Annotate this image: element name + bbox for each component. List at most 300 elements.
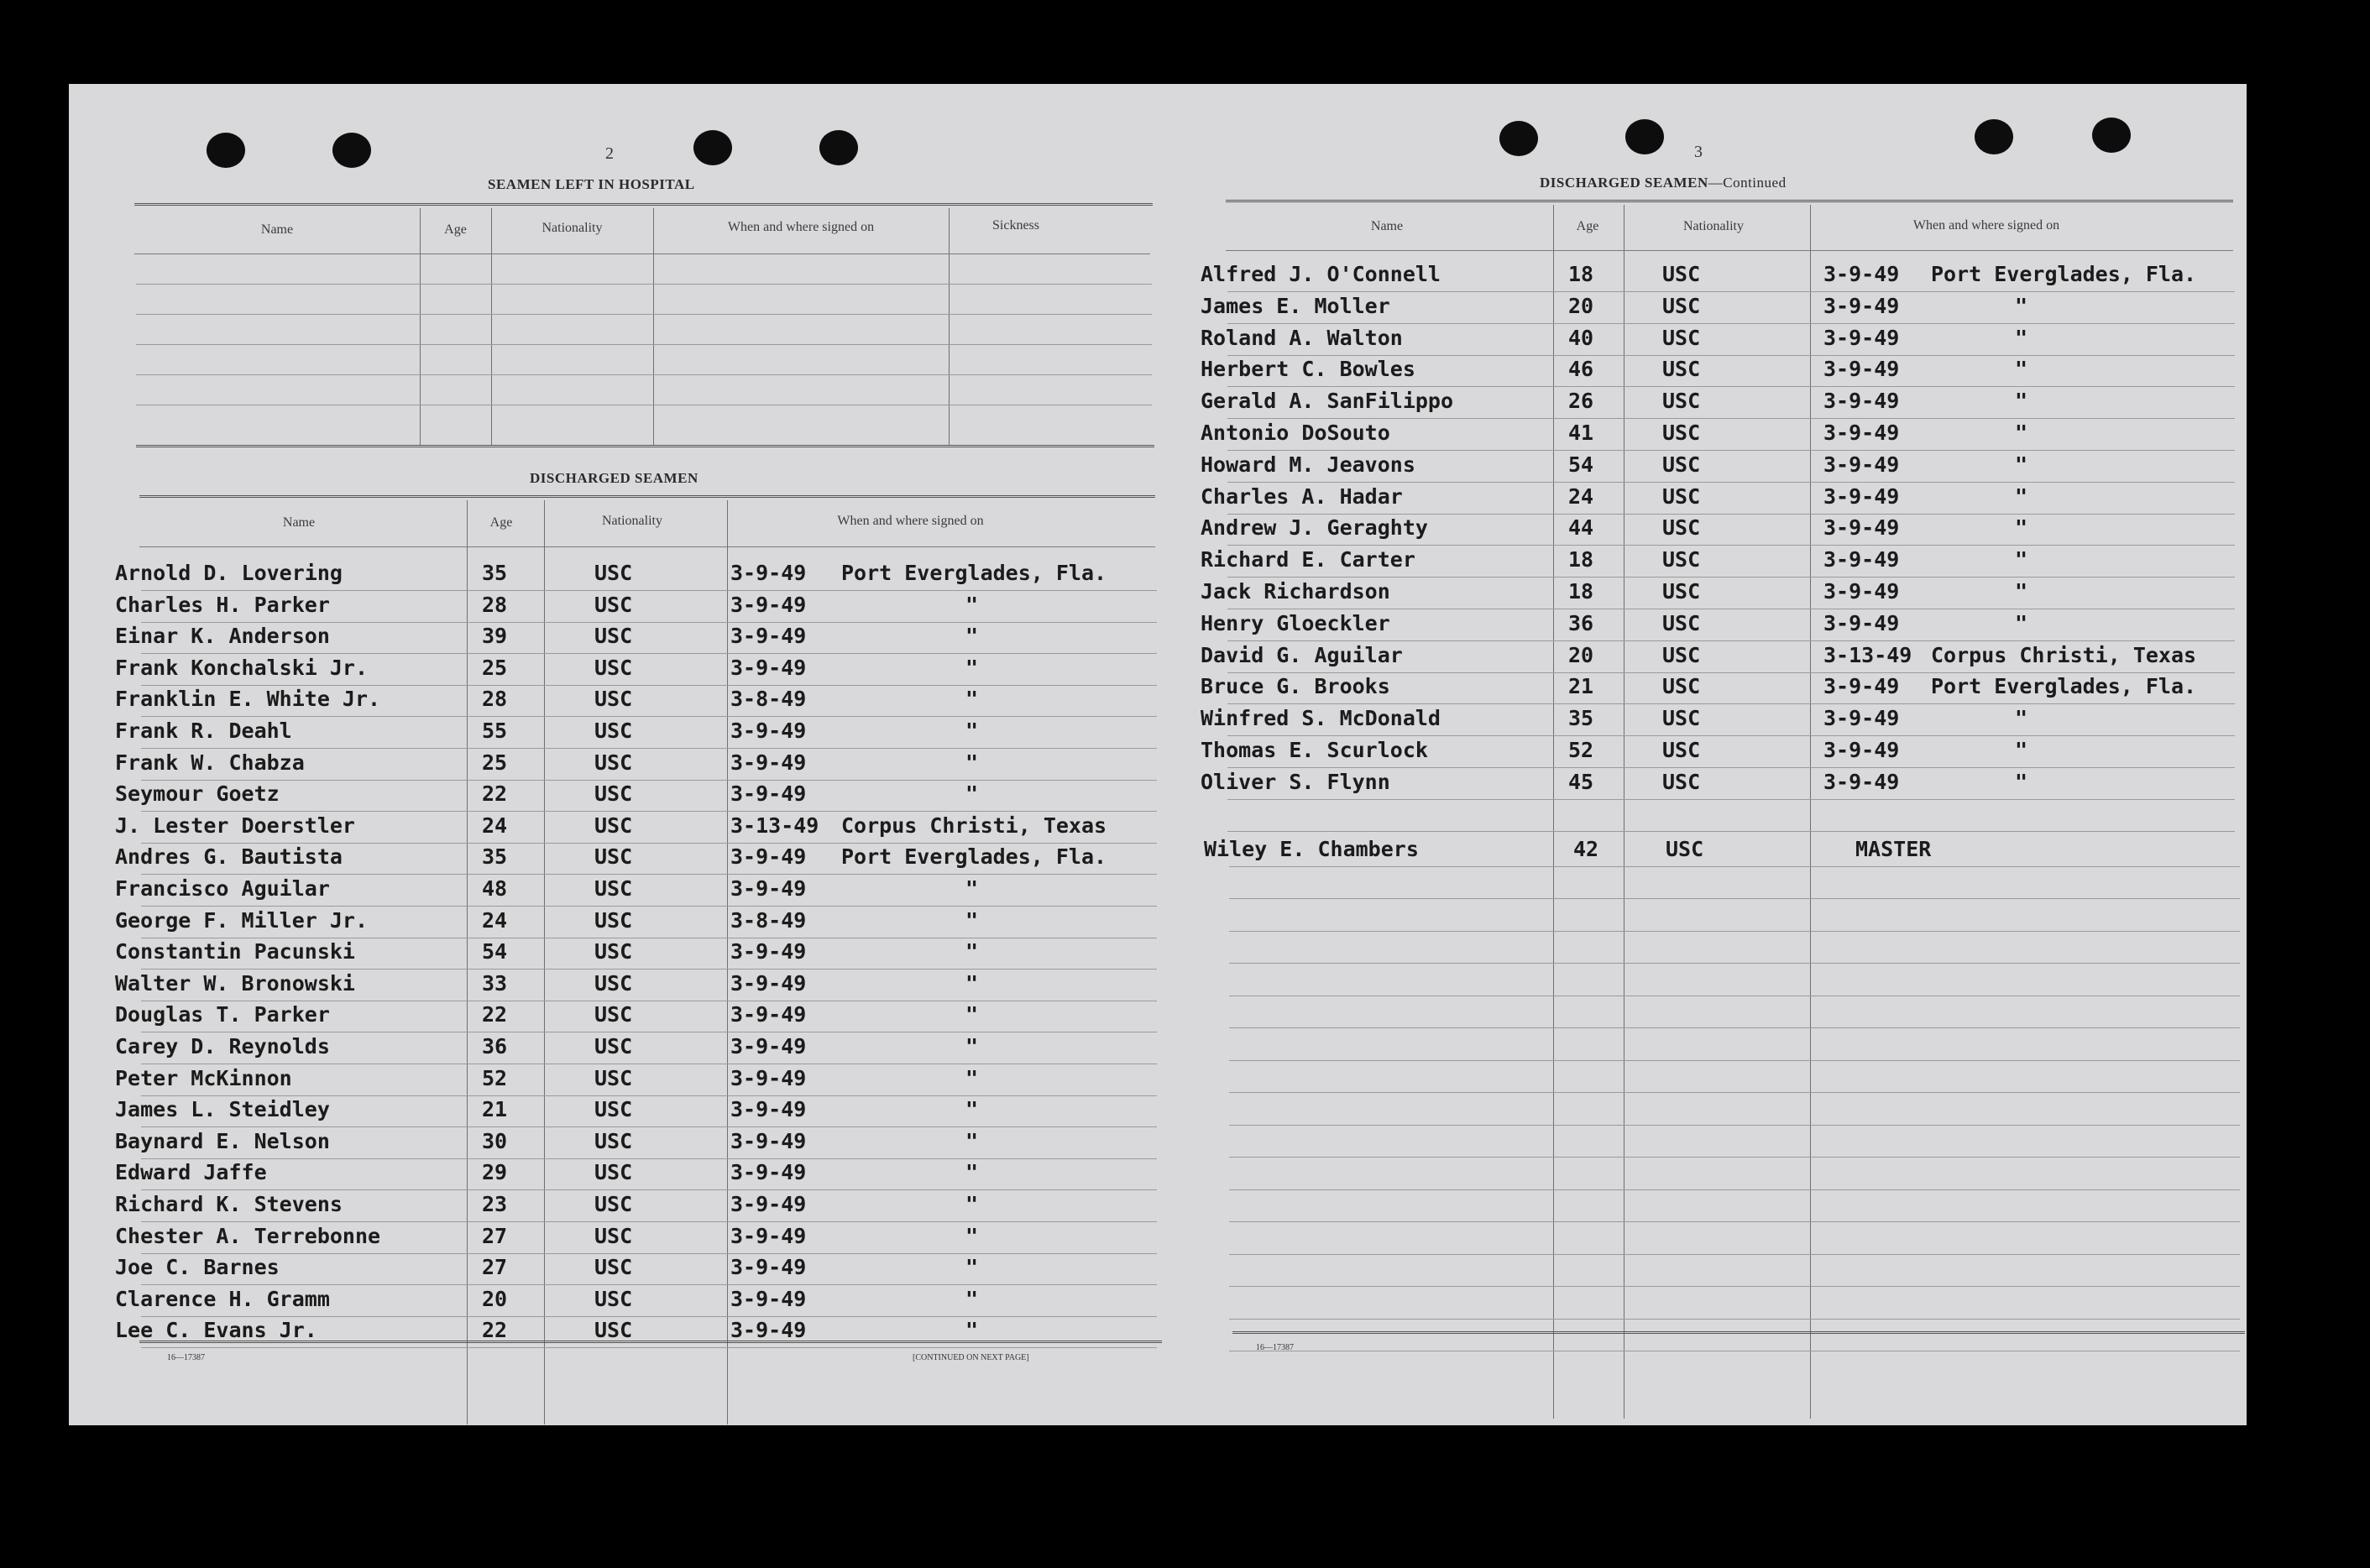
seaman-nationality: USC: [594, 781, 633, 807]
ditto-mark: ": [965, 624, 979, 649]
signed-on-date: 3-9-49: [730, 561, 807, 585]
row-rule: [141, 748, 1157, 749]
row-rule: [1227, 386, 2235, 387]
signed-on-date: 3-9-49: [730, 939, 807, 964]
punch-hole: [1499, 121, 1538, 156]
seaman-name: Carey D. Reynolds: [115, 1034, 330, 1058]
row-rule: [141, 716, 1157, 717]
seaman-nationality: USC: [1662, 325, 1701, 350]
seaman-nationality: USC: [1662, 642, 1701, 667]
right-page-number: 3: [1694, 143, 1703, 161]
seaman-age: 55: [482, 719, 508, 743]
discharged-continued-title-main: DISCHARGED SEAMEN: [1540, 175, 1708, 191]
seaman-name: Oliver S. Flynn: [1201, 769, 1390, 794]
ditto-mark: ": [965, 1128, 979, 1153]
signed-on-date: 3-9-49: [1823, 389, 1900, 414]
seaman-nationality: USC: [1662, 293, 1701, 318]
signed-on-place: Port Everglades, Fla.: [1931, 262, 2197, 286]
row-rule: [1227, 291, 2235, 292]
right-header-name: Name: [1370, 219, 1404, 233]
signed-on-date: 3-9-49: [730, 592, 807, 617]
seaman-age: 35: [482, 844, 508, 870]
seaman-nationality: USC: [594, 719, 633, 743]
seaman-age: 27: [482, 1223, 508, 1248]
row-rule: [1229, 1125, 2240, 1126]
row-rule: [1227, 482, 2235, 483]
seaman-nationality: USC: [594, 1128, 633, 1153]
ditto-mark: ": [965, 1097, 979, 1122]
seaman-nationality: USC: [594, 1318, 633, 1343]
ditto-mark: ": [2015, 357, 2028, 382]
seaman-nationality: USC: [594, 844, 633, 870]
ditto-mark: ": [965, 719, 979, 743]
ditto-mark: ": [965, 781, 979, 807]
punch-hole: [332, 133, 371, 168]
ditto-mark: ": [965, 750, 979, 775]
row-rule: [141, 906, 1157, 907]
seaman-age: 18: [1568, 547, 1594, 572]
seaman-age: 28: [482, 592, 508, 617]
signed-on-date: 3-9-49: [1823, 421, 1900, 445]
seaman-name: Walter W. Bronowski: [115, 970, 355, 996]
ditto-mark: ": [965, 1255, 979, 1280]
hospital-col-divider: [491, 208, 492, 445]
seaman-age: 22: [482, 1002, 508, 1027]
ditto-mark: ": [2015, 738, 2028, 762]
row-rule: [1229, 931, 2240, 932]
seaman-name: Frank R. Deahl: [115, 719, 292, 743]
hospital-table-bottom: [136, 445, 1154, 447]
seaman-nationality: USC: [594, 876, 633, 901]
row-rule: [1229, 1189, 2240, 1190]
signed-on-date: 3-9-49: [1823, 769, 1900, 794]
seaman-name: Antonio DoSouto: [1201, 421, 1390, 445]
seaman-name: Douglas T. Parker: [115, 1002, 330, 1027]
right-header-nationality: Nationality: [1683, 219, 1744, 233]
seaman-nationality: USC: [594, 1097, 633, 1122]
ditto-mark: ": [2015, 769, 2028, 794]
signed-on-date: 3-9-49: [1823, 262, 1900, 286]
discharged-table-bottom: [139, 1341, 1162, 1343]
seaman-age: 36: [482, 1034, 508, 1058]
hospital-header-sickness: Sickness: [992, 218, 1039, 233]
seaman-name: Joe C. Barnes: [115, 1255, 280, 1280]
continued-note: [CONTINUED ON NEXT PAGE]: [913, 1353, 1029, 1362]
seaman-age: 35: [482, 561, 508, 585]
seaman-name: Thomas E. Scurlock: [1201, 738, 1428, 762]
seaman-age: 41: [1568, 421, 1594, 445]
seaman-name: Winfred S. McDonald: [1201, 706, 1441, 731]
ditto-mark: ": [965, 1002, 979, 1027]
row-rule: [1229, 1254, 2240, 1255]
seaman-nationality: USC: [1662, 610, 1701, 635]
seaman-age: 52: [1568, 738, 1594, 762]
discharged-header-name: Name: [282, 515, 316, 530]
row-rule: [141, 685, 1157, 686]
row-rule: [1229, 963, 2240, 964]
discharged-col-divider: [544, 500, 545, 1424]
seaman-name: Edward Jaffe: [115, 1160, 267, 1185]
row-rule: [1227, 735, 2235, 736]
row-rule: [1227, 831, 2235, 832]
seaman-nationality: USC: [594, 1002, 633, 1027]
hospital-row-rule: [136, 314, 1152, 315]
seaman-age: 35: [1568, 706, 1594, 731]
discharged-col-divider: [467, 500, 468, 1424]
signed-on-date: 3-9-49: [1823, 547, 1900, 572]
seaman-age: 21: [482, 1097, 508, 1122]
signed-on-date: 3-9-49: [730, 655, 807, 680]
seaman-name: Richard E. Carter: [1201, 547, 1415, 572]
seaman-name: Francisco Aguilar: [115, 876, 330, 901]
seaman-nationality: USC: [594, 561, 633, 585]
signed-on-date: 3-9-49: [730, 1223, 807, 1248]
seaman-name: Baynard E. Nelson: [115, 1128, 330, 1153]
seaman-name: Seymour Goetz: [115, 781, 280, 807]
seaman-nationality: USC: [1662, 389, 1701, 414]
seaman-name: Charles H. Parker: [115, 592, 330, 617]
signed-on-date: 3-9-49: [1823, 674, 1900, 699]
manifest-sheet: [69, 84, 2247, 1425]
seaman-nationality: USC: [1662, 421, 1701, 445]
seaman-name: Howard M. Jeavons: [1201, 452, 1415, 477]
row-rule: [1227, 450, 2235, 451]
row-rule: [1229, 1027, 2240, 1028]
row-rule: [1227, 418, 2235, 419]
seaman-nationality: USC: [594, 687, 633, 712]
seaman-age: 54: [1568, 452, 1594, 477]
seaman-age: 52: [482, 1065, 508, 1090]
seaman-nationality: USC: [594, 655, 633, 680]
ditto-mark: ": [2015, 706, 2028, 731]
signed-on-place: Corpus Christi, Texas: [841, 813, 1107, 838]
seaman-nationality: USC: [1662, 452, 1701, 477]
row-rule: [1227, 767, 2235, 768]
seaman-nationality: USC: [1662, 357, 1701, 382]
ditto-mark: ": [2015, 579, 2028, 604]
row-rule: [141, 1221, 1157, 1222]
ditto-mark: ": [2015, 610, 2028, 635]
row-rule: [141, 1095, 1157, 1096]
signed-on-date: 3-9-49: [730, 624, 807, 649]
hospital-row-rule: [136, 344, 1152, 345]
ditto-mark: ": [2015, 483, 2028, 509]
row-rule: [141, 590, 1157, 591]
seaman-nationality: USC: [594, 592, 633, 617]
signed-on-date: 3-9-49: [730, 1002, 807, 1027]
right-header-age: Age: [1576, 219, 1599, 233]
ditto-mark: ": [965, 1065, 979, 1090]
hospital-header-nationality: Nationality: [541, 221, 603, 235]
row-rule: [1227, 640, 2235, 641]
seaman-age: 25: [482, 750, 508, 775]
hospital-row-rule: [136, 374, 1152, 375]
seaman-name: Charles A. Hadar: [1201, 483, 1403, 509]
seaman-age: 23: [482, 1192, 508, 1216]
seaman-nationality: USC: [1662, 515, 1701, 541]
row-rule: [141, 969, 1157, 970]
form-number: 16—17387: [1256, 1343, 1294, 1352]
ditto-mark: ": [2015, 389, 2028, 414]
seaman-age: 46: [1568, 357, 1594, 382]
row-rule: [1229, 866, 2240, 867]
seaman-nationality: USC: [594, 970, 633, 996]
right-header-rule: [1226, 250, 2233, 251]
signed-on-date: 3-9-49: [1823, 293, 1900, 318]
seaman-age: 29: [482, 1160, 508, 1185]
right-header-signed-on: When and where signed on: [1912, 218, 2060, 233]
signed-on-date: 3-13-49: [730, 813, 819, 838]
seaman-name: Roland A. Walton: [1201, 325, 1403, 350]
row-rule: [1227, 323, 2235, 324]
seaman-nationality: USC: [594, 1160, 633, 1185]
discharged-col-divider: [727, 500, 728, 1424]
seaman-name: Franklin E. White Jr.: [115, 687, 381, 712]
seaman-age: 30: [482, 1128, 508, 1153]
signed-on-date: 3-9-49: [1823, 515, 1900, 541]
signed-on-date: 3-9-49: [1823, 325, 1900, 350]
seaman-name: Peter McKinnon: [115, 1065, 292, 1090]
form-number: 16—17387: [167, 1353, 205, 1362]
seaman-age: 44: [1568, 515, 1594, 541]
discharged-table-top: [139, 495, 1155, 498]
signed-on-date: 3-13-49: [1823, 642, 1912, 667]
seaman-name: Henry Gloeckler: [1201, 610, 1390, 635]
hospital-title: SEAMEN LEFT IN HOSPITAL: [488, 176, 695, 192]
row-rule: [1227, 545, 2235, 546]
seaman-name: Frank Konchalski Jr.: [115, 655, 369, 680]
hospital-col-divider: [949, 208, 950, 445]
signed-on-date: 3-8-49: [730, 907, 807, 933]
seaman-nationality: USC: [1662, 483, 1701, 509]
signed-on-date: 3-9-49: [730, 1192, 807, 1216]
signed-on-date: 3-9-49: [730, 719, 807, 743]
master-role: MASTER: [1855, 836, 1932, 861]
seaman-name: Einar K. Anderson: [115, 624, 330, 649]
seaman-name: George F. Miller Jr.: [115, 907, 369, 933]
ditto-mark: ": [2015, 325, 2028, 350]
signed-on-date: 3-9-49: [1823, 579, 1900, 604]
seaman-nationality: USC: [594, 907, 633, 933]
seaman-age: 25: [482, 655, 508, 680]
seaman-name: Gerald A. SanFilippo: [1201, 389, 1454, 414]
signed-on-date: 3-9-49: [1823, 738, 1900, 762]
seaman-name: James L. Steidley: [115, 1097, 330, 1122]
seaman-name: Chester A. Terrebonne: [115, 1223, 381, 1248]
row-rule: [141, 811, 1157, 812]
seaman-age: 22: [482, 1318, 508, 1343]
hospital-header-age: Age: [444, 222, 467, 237]
row-rule: [1229, 1060, 2240, 1061]
signed-on-date: 3-9-49: [730, 1128, 807, 1153]
seaman-name: Frank W. Chabza: [115, 750, 305, 775]
signed-on-place: Port Everglades, Fla.: [1931, 674, 2197, 699]
row-rule: [1229, 1286, 2240, 1287]
signed-on-date: 3-8-49: [730, 687, 807, 712]
punch-hole: [2092, 118, 2131, 153]
row-rule: [141, 1284, 1157, 1285]
signed-on-date: 3-9-49: [1823, 452, 1900, 477]
signed-on-date: 3-9-49: [1823, 706, 1900, 731]
discharged-header-signed-on: When and where signed on: [837, 514, 984, 528]
seaman-name: Alfred J. O'Connell: [1201, 262, 1441, 286]
punch-hole: [207, 133, 245, 168]
ditto-mark: ": [2015, 293, 2028, 318]
seaman-name: David G. Aguilar: [1201, 642, 1403, 667]
punch-hole: [819, 130, 858, 165]
seaman-nationality: USC: [1662, 262, 1701, 286]
ditto-mark: ": [965, 876, 979, 901]
seaman-nationality: USC: [594, 624, 633, 649]
seaman-age: 27: [482, 1255, 508, 1280]
hospital-header-rule: [134, 253, 1150, 254]
ditto-mark: ": [965, 687, 979, 712]
ditto-mark: ": [965, 907, 979, 933]
right-table-bottom: [1232, 1331, 2245, 1334]
row-rule: [1229, 1221, 2240, 1222]
seaman-name: Bruce G. Brooks: [1201, 674, 1390, 699]
seaman-age: 24: [482, 813, 508, 838]
seaman-nationality: USC: [1662, 674, 1701, 699]
row-rule: [141, 1347, 1157, 1348]
seaman-nationality: USC: [594, 1192, 633, 1216]
signed-on-place: Corpus Christi, Texas: [1931, 642, 2197, 667]
signed-on-place: Port Everglades, Fla.: [841, 844, 1107, 870]
seaman-nationality: USC: [1662, 579, 1701, 604]
seaman-nationality: USC: [594, 750, 633, 775]
signed-on-date: 3-9-49: [1823, 357, 1900, 382]
ditto-mark: ": [965, 970, 979, 996]
seaman-age: 24: [482, 907, 508, 933]
seaman-name: Herbert C. Bowles: [1201, 357, 1415, 382]
seaman-nationality: USC: [594, 1286, 633, 1311]
row-rule: [1227, 672, 2235, 673]
seaman-nationality: USC: [594, 939, 633, 964]
hospital-table-top: [134, 203, 1153, 206]
master-nationality: USC: [1666, 836, 1704, 861]
ditto-mark: ": [965, 1160, 979, 1185]
signed-on-date: 3-9-49: [730, 1034, 807, 1058]
seaman-nationality: USC: [594, 1034, 633, 1058]
row-rule: [141, 622, 1157, 623]
row-rule: [1227, 799, 2235, 800]
ditto-mark: ": [965, 1034, 979, 1058]
seaman-name: James E. Moller: [1201, 293, 1390, 318]
signed-on-place: Port Everglades, Fla.: [841, 561, 1107, 585]
signed-on-date: 3-9-49: [730, 1097, 807, 1122]
row-rule: [1229, 1092, 2240, 1093]
discharged-header-rule: [139, 546, 1155, 547]
seaman-nationality: USC: [594, 1223, 633, 1248]
seaman-age: 20: [1568, 642, 1594, 667]
seaman-age: 18: [1568, 579, 1594, 604]
seaman-age: 28: [482, 687, 508, 712]
row-rule: [141, 780, 1157, 781]
signed-on-date: 3-9-49: [1823, 610, 1900, 635]
seaman-age: 20: [482, 1286, 508, 1311]
row-rule: [1227, 577, 2235, 578]
row-rule: [141, 1316, 1157, 1317]
ditto-mark: ": [965, 1286, 979, 1311]
ditto-mark: ": [2015, 515, 2028, 541]
master-name: Wiley E. Chambers: [1204, 836, 1419, 861]
punch-hole: [693, 130, 732, 165]
hospital-row-rule: [136, 284, 1152, 285]
signed-on-date: 3-9-49: [730, 1318, 807, 1343]
hospital-col-divider: [420, 208, 421, 445]
seaman-age: 22: [482, 781, 508, 807]
row-rule: [1227, 514, 2235, 515]
seaman-age: 18: [1568, 262, 1594, 286]
row-rule: [1227, 703, 2235, 704]
seaman-nationality: USC: [594, 1065, 633, 1090]
seaman-nationality: USC: [1662, 738, 1701, 762]
signed-on-date: 3-9-49: [730, 1255, 807, 1280]
ditto-mark: ": [965, 655, 979, 680]
signed-on-date: 3-9-49: [1823, 483, 1900, 509]
hospital-header-signed-on: When and where signed on: [727, 220, 875, 234]
seaman-name: Arnold D. Lovering: [115, 561, 343, 585]
ditto-mark: ": [965, 1318, 979, 1343]
seaman-age: 39: [482, 624, 508, 649]
row-rule: [141, 653, 1157, 654]
ditto-mark: ": [2015, 452, 2028, 477]
discharged-title: DISCHARGED SEAMEN: [530, 470, 698, 486]
row-rule: [1227, 355, 2235, 356]
signed-on-date: 3-9-49: [730, 876, 807, 901]
seaman-name: Richard K. Stevens: [115, 1192, 343, 1216]
seaman-age: 48: [482, 876, 508, 901]
ditto-mark: ": [965, 1223, 979, 1248]
discharged-header-nationality: Nationality: [602, 514, 662, 528]
seaman-name: Constantin Pacunski: [115, 939, 355, 964]
seaman-age: 24: [1568, 483, 1594, 509]
seaman-name: Jack Richardson: [1201, 579, 1390, 604]
seaman-age: 36: [1568, 610, 1594, 635]
signed-on-date: 3-9-49: [730, 970, 807, 996]
discharged-header-age: Age: [489, 515, 513, 530]
seaman-name: Clarence H. Gramm: [115, 1286, 330, 1311]
seaman-nationality: USC: [594, 813, 633, 838]
seaman-nationality: USC: [1662, 706, 1701, 731]
seaman-age: 20: [1568, 293, 1594, 318]
master-age: 42: [1573, 836, 1599, 861]
seaman-name: Lee C. Evans Jr.: [115, 1318, 317, 1343]
ditto-mark: ": [2015, 421, 2028, 445]
row-rule: [1229, 1157, 2240, 1158]
seaman-name: Andres G. Bautista: [115, 844, 343, 870]
punch-hole: [1975, 119, 2013, 154]
signed-on-date: 3-9-49: [730, 1160, 807, 1185]
row-rule: [1229, 898, 2240, 899]
seaman-age: 45: [1568, 769, 1594, 794]
left-page-number: 2: [605, 144, 614, 163]
seaman-age: 26: [1568, 389, 1594, 414]
seaman-age: 21: [1568, 674, 1594, 699]
discharged-continued-title: [1540, 175, 1787, 191]
signed-on-date: 3-9-49: [730, 1286, 807, 1311]
row-rule: [141, 1126, 1157, 1127]
seaman-name: Andrew J. Geraghty: [1201, 515, 1428, 541]
ditto-mark: ": [965, 939, 979, 964]
signed-on-date: 3-9-49: [730, 781, 807, 807]
seaman-age: 40: [1568, 325, 1594, 350]
seaman-nationality: USC: [1662, 547, 1701, 572]
discharged-continued-title-suffix: —Continued: [1708, 175, 1787, 191]
row-rule: [141, 874, 1157, 875]
row-rule: [141, 1253, 1157, 1254]
ditto-mark: ": [965, 1192, 979, 1216]
